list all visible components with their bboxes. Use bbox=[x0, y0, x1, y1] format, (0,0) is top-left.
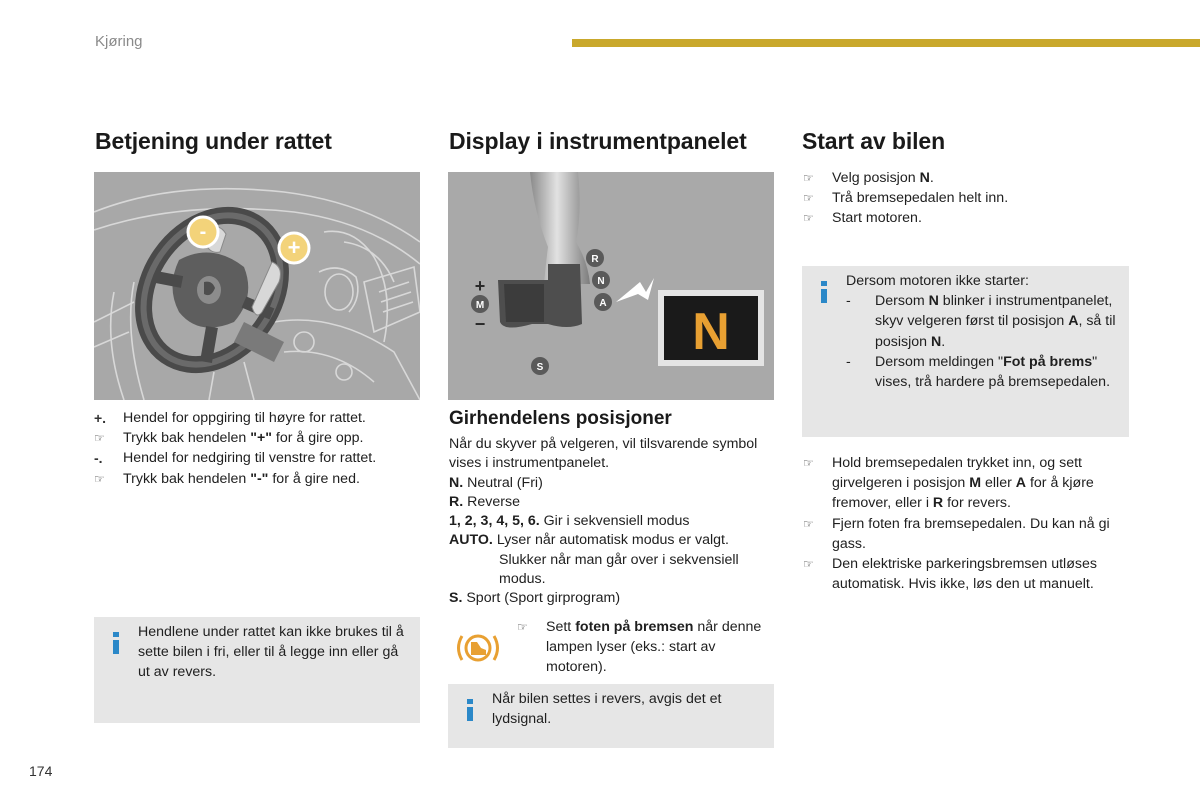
section-label: Kjøring bbox=[95, 33, 143, 50]
text-bold: M bbox=[969, 475, 982, 492]
position-key: R. bbox=[449, 493, 464, 510]
text-part: for å kjøre fremover, eller i bbox=[832, 475, 1094, 512]
bullet-bold: N bbox=[919, 170, 930, 186]
position-value: Gir i sekvensiell modus bbox=[539, 513, 690, 530]
info-text: Hendlene under rattet kan ikke brukes til å sette bilen i fri, eller til å legge inn eller gå ut av revers. bbox=[138, 624, 404, 681]
gate-label-s: S bbox=[536, 362, 544, 373]
drive-steps-list bbox=[803, 453, 1133, 594]
text-part: eller bbox=[981, 475, 1016, 492]
position-value: Sport (Sport girprogram) bbox=[462, 590, 621, 607]
bullet-marker: -. bbox=[94, 450, 103, 467]
bullet-marker: +. bbox=[94, 410, 107, 426]
text-bold: R bbox=[932, 495, 944, 512]
position-row bbox=[449, 474, 769, 493]
text-bold: N bbox=[931, 333, 942, 350]
bullet-text: Velg posisjon bbox=[832, 170, 920, 186]
position-row bbox=[449, 512, 769, 531]
gear-selector-illustration bbox=[448, 172, 774, 400]
position-key: S. bbox=[449, 590, 463, 607]
position-key: AUTO. bbox=[449, 532, 493, 549]
bullet-text: Trå bremsepedalen helt inn. bbox=[832, 190, 1009, 207]
brake-note bbox=[517, 617, 772, 678]
gate-label-n: N bbox=[597, 276, 605, 287]
bullet-text: for å gire opp. bbox=[271, 430, 364, 447]
list-item bbox=[803, 453, 1133, 514]
title-instrument-display: Display i instrumentpanelet bbox=[449, 128, 747, 154]
text-part: Fjern foten fra bremsepedalen. Du kan nå gi gass. bbox=[832, 515, 1110, 552]
list-item bbox=[517, 617, 772, 678]
gate-minus: − bbox=[474, 314, 486, 334]
steering-wheel-illustration bbox=[94, 172, 420, 400]
bullet-text: Hendel for oppgiring til høyre for rattet. bbox=[123, 410, 366, 426]
text-part: . bbox=[941, 333, 946, 350]
list-item bbox=[94, 408, 424, 428]
hand-pointer-icon: ☞ bbox=[803, 456, 814, 470]
position-row bbox=[449, 493, 769, 512]
dash-marker: - bbox=[846, 293, 851, 310]
info-icon bbox=[821, 281, 827, 303]
brake-warning-icon bbox=[452, 628, 504, 668]
dash-marker: - bbox=[846, 353, 851, 370]
list-item bbox=[94, 428, 424, 448]
gate-label-a: A bbox=[599, 298, 607, 309]
title-starting-car: Start av bilen bbox=[802, 128, 946, 154]
position-value: Neutral (Fri) bbox=[463, 474, 543, 491]
info-dash-list bbox=[846, 291, 1122, 392]
subtitle-gear-positions: Girhendelens posisjoner bbox=[449, 408, 672, 429]
hand-pointer-icon: ☞ bbox=[94, 471, 105, 486]
text-bold: A bbox=[1068, 313, 1079, 330]
page-number: 174 bbox=[29, 763, 53, 779]
text-part: for revers. bbox=[943, 495, 1011, 512]
minus-paddle-label: - bbox=[199, 221, 207, 243]
bullet-text: når denne lampen lyser (eks.: start av motoren). bbox=[546, 619, 762, 676]
info-icon bbox=[467, 699, 473, 721]
list-item bbox=[846, 291, 1122, 352]
list-item bbox=[803, 168, 1133, 188]
info-text: Når bilen settes i revers, avgis det et lydsignal. bbox=[492, 691, 722, 728]
bullet-text: Start motoren. bbox=[832, 210, 922, 227]
text-part: Dersom bbox=[875, 293, 929, 310]
list-item bbox=[846, 352, 1122, 392]
list-item bbox=[803, 554, 1133, 594]
position-key: 1, 2, 3, 4, 5, 6. bbox=[449, 513, 540, 530]
text-part: Hold bremsepedalen trykket inn, og sett girvelgeren i posisjon bbox=[832, 455, 1082, 492]
text-bold: Fot på brems bbox=[1003, 353, 1093, 370]
accent-bar bbox=[572, 39, 1200, 47]
position-row bbox=[449, 589, 769, 608]
text-part: , så til posisjon bbox=[875, 313, 1116, 350]
bullet-bold: "-" bbox=[250, 470, 269, 487]
text-part: Den elektriske parkeringsbremsen utløses automatisk. Hvis ikke, løs den ut manuelt. bbox=[832, 556, 1097, 593]
steering-wheel-figure bbox=[94, 172, 420, 400]
position-value: Lyser når automatisk modus er valgt. Slukker når man går over i sekvensiell modus. bbox=[492, 532, 739, 588]
bullet-text: . bbox=[929, 170, 934, 186]
info-box-not-starting bbox=[802, 266, 1129, 437]
intro-text: Når du skyver på velgeren, vil tilsvarende symbol vises i instrumentpanelet. bbox=[449, 436, 758, 472]
position-key: N. bbox=[449, 474, 464, 491]
bullet-bold: "+" bbox=[250, 430, 272, 447]
text-part: blinker i instrumentpanelet, skyv velgeren først til posisjon bbox=[875, 293, 1113, 330]
gate-label-r: R bbox=[591, 254, 599, 265]
list-item bbox=[803, 188, 1133, 208]
paddle-bullet-list bbox=[94, 408, 424, 489]
list-item bbox=[803, 208, 1133, 228]
bullet-text: Hendel for nedgiring til venstre for rattet. bbox=[123, 450, 377, 467]
position-value: Reverse bbox=[463, 493, 520, 510]
list-item bbox=[94, 448, 424, 468]
info-box-paddles bbox=[94, 617, 420, 723]
list-item bbox=[94, 469, 424, 489]
bullet-text: Trykk bak hendelen bbox=[123, 470, 251, 487]
text-bold: A bbox=[1015, 475, 1027, 492]
text-part: " vises, trå hardere på bremsepedalen. bbox=[875, 353, 1111, 391]
info-box-reverse bbox=[448, 684, 774, 748]
list-item bbox=[803, 514, 1133, 554]
hand-pointer-icon: ☞ bbox=[803, 171, 814, 185]
gear-positions-text bbox=[449, 435, 769, 609]
info-icon bbox=[113, 632, 119, 654]
start-steps-list bbox=[803, 168, 1133, 229]
hand-pointer-icon: ☞ bbox=[803, 211, 814, 226]
hand-pointer-icon: ☞ bbox=[94, 431, 105, 446]
info-intro: Dersom motoren ikke starter: bbox=[846, 273, 1029, 289]
text-part: Dersom meldingen " bbox=[875, 353, 1004, 370]
hand-pointer-icon: ☞ bbox=[803, 191, 814, 206]
info-text bbox=[846, 271, 1122, 392]
title-steering-controls: Betjening under rattet bbox=[95, 128, 332, 154]
hand-pointer-icon: ☞ bbox=[803, 557, 814, 572]
text-bold: N bbox=[928, 293, 939, 310]
bullet-bold: foten på bremsen bbox=[575, 619, 694, 635]
bullet-text: Sett bbox=[546, 619, 576, 635]
bullet-text: Trykk bak hendelen bbox=[123, 430, 251, 447]
display-gear-letter: N bbox=[692, 303, 730, 361]
plus-paddle-label: + bbox=[287, 235, 301, 260]
position-row bbox=[449, 531, 769, 589]
hand-pointer-icon: ☞ bbox=[803, 516, 814, 531]
gate-plus: + bbox=[474, 276, 486, 296]
gear-selector-figure bbox=[448, 172, 774, 400]
hand-pointer-icon: ☞ bbox=[517, 620, 528, 634]
gate-label-m: M bbox=[475, 300, 485, 311]
bullet-text: for å gire ned. bbox=[268, 470, 360, 487]
